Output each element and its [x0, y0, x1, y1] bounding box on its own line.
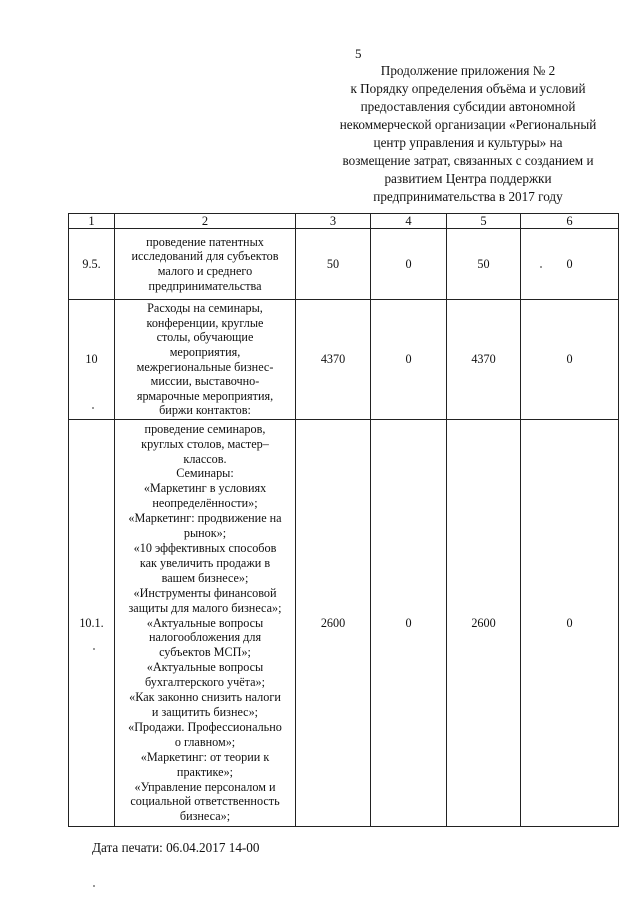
- description-line: проведение патентных: [146, 234, 264, 249]
- header-line: предпринимательства в 2017 году: [373, 189, 563, 204]
- description-line: предпринимательства: [148, 278, 262, 293]
- value-col6: 0: [521, 300, 619, 420]
- row-description: [115, 229, 296, 300]
- column-header: 6: [521, 214, 619, 229]
- scan-speck: [93, 648, 95, 650]
- row-number: 10: [69, 300, 115, 420]
- description-line: бизнеса»;: [179, 809, 231, 824]
- table-row: [69, 420, 619, 827]
- description-line: классов.: [183, 451, 227, 466]
- description-line: ярмарочные мероприятия,: [136, 388, 274, 403]
- description-line: «Продажи. Профессионально: [128, 719, 282, 734]
- row-number: 9.5.: [69, 229, 115, 300]
- description-line: исследований для субъектов: [131, 249, 279, 264]
- column-header: 1: [69, 214, 115, 229]
- value-col5: 50: [447, 229, 521, 300]
- description-line: миссии, выставочно-: [150, 374, 260, 389]
- column-header: 4: [371, 214, 447, 229]
- value-col4: 0: [371, 229, 447, 300]
- header-line: некоммерческой организации «Региональный: [339, 117, 597, 132]
- description-line: субъектов МСП»;: [159, 645, 251, 660]
- description-line: круглых столов, мастер–: [141, 436, 269, 451]
- header-line: предоставления субсидии автономной: [360, 99, 576, 114]
- description-line: «Маркетинг: от теории к: [140, 749, 270, 764]
- description-line: бухгалтерского учёта»;: [145, 675, 265, 690]
- column-header: 2: [115, 214, 296, 229]
- description-line: защиты для малого бизнеса»;: [128, 600, 282, 615]
- print-date: Дата печати: 06.04.2017 14-00: [92, 840, 260, 855]
- description-line: «Инструменты финансовой: [133, 585, 277, 600]
- value-col6: 0: [521, 229, 619, 300]
- description-line: «Маркетинг в условиях: [143, 481, 267, 496]
- header-line: возмещение затрат, связанных с созданием и: [342, 153, 594, 168]
- table-row: [69, 229, 619, 300]
- description-line: неопределённости»;: [152, 496, 258, 511]
- value-col3: 4370: [296, 300, 371, 420]
- description-line: «Управление персоналом и: [134, 779, 276, 794]
- column-header: 5: [447, 214, 521, 229]
- scan-speck: [540, 266, 542, 268]
- description-line: «Как законно снизить налоги: [129, 690, 281, 705]
- description-line: рынок»;: [183, 526, 227, 541]
- header-line: развитием Центра поддержки: [384, 171, 552, 186]
- description-line: Расходы на семинары,: [147, 301, 263, 316]
- description-line: налогообложения для: [148, 630, 262, 645]
- row-number: 10.1.: [69, 420, 115, 827]
- expense-table: [68, 213, 619, 827]
- column-header-row: [69, 214, 619, 229]
- description-line: «Актуальные вопросы: [146, 615, 264, 630]
- appendix-header: [318, 62, 618, 206]
- description-line: как увеличить продажи в: [139, 555, 271, 570]
- scan-speck: [93, 885, 95, 887]
- description-line: практике»;: [176, 764, 234, 779]
- description-line: мероприятия,: [169, 344, 241, 359]
- scan-speck: [92, 407, 94, 409]
- description-line: биржи контактов:: [159, 403, 251, 418]
- column-header: 3: [296, 214, 371, 229]
- description-line: проведение семинаров,: [144, 421, 266, 436]
- header-line: Продолжение приложения № 2: [380, 63, 556, 78]
- description-line: межрегиональные бизнес-: [136, 359, 274, 374]
- value-col6: 0: [521, 420, 619, 827]
- description-line: «Маркетинг: продвижение на: [128, 511, 282, 526]
- header-line: центр управления и культуры» на: [373, 135, 563, 150]
- row-description: [115, 420, 296, 827]
- description-line: столы, обучающие: [156, 330, 254, 345]
- value-col3: 50: [296, 229, 371, 300]
- header-line: к Порядку определения объёма и условий: [350, 81, 586, 96]
- value-col5: 2600: [447, 420, 521, 827]
- description-line: «Актуальные вопросы: [146, 660, 264, 675]
- description-line: «10 эффективных способов: [133, 541, 277, 556]
- value-col5: 4370: [447, 300, 521, 420]
- value-col4: 0: [371, 420, 447, 827]
- description-line: Семинары:: [176, 466, 234, 481]
- table-row: [69, 300, 619, 420]
- value-col4: 0: [371, 300, 447, 420]
- description-line: конференции, круглые: [146, 315, 264, 330]
- value-col3: 2600: [296, 420, 371, 827]
- description-line: вашем бизнесе»;: [161, 570, 249, 585]
- description-line: малого и среднего: [157, 264, 253, 278]
- description-line: социальной ответственность: [130, 794, 280, 809]
- description-line: о главном»;: [174, 734, 236, 749]
- page-number: 5: [355, 46, 362, 61]
- description-line: и защитить бизнес»;: [151, 704, 259, 719]
- row-description: [115, 300, 296, 420]
